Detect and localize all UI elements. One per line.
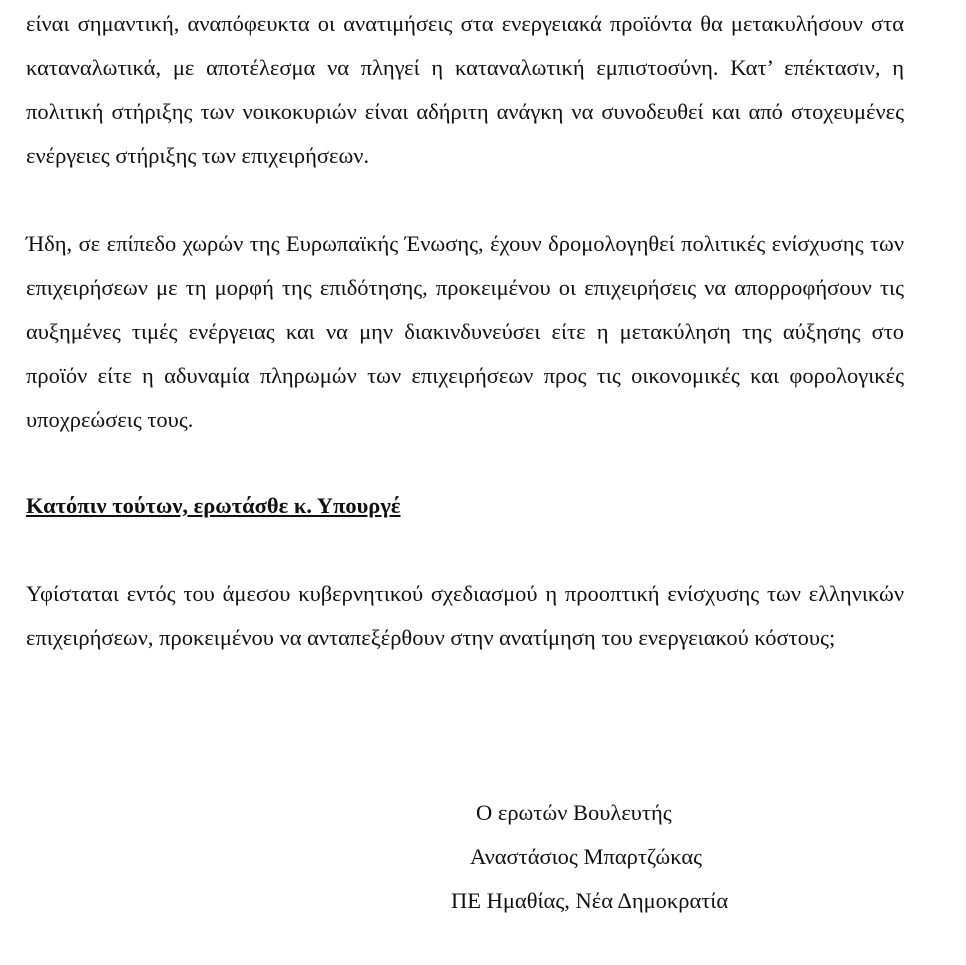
signature-constituency: ΠΕ Ημαθίας, Νέα Δημοκρατία	[451, 888, 729, 913]
signature-role: Ο ερωτών Βουλευτής	[476, 800, 672, 825]
question-heading: Κατόπιν τούτων, ερωτάσθε κ. Υπουργέ	[26, 493, 401, 518]
question-text: Υφίσταται εντός του άμεσου κυβερνητικού σχεδιασμού η προοπτική ενίσχυσης των ελληνικών επιχειρήσεων, προκειμένου να ανταπεξέρθουν στην ανατίμηση του ενεργειακού κόστους;	[26, 581, 904, 650]
paragraph-eu-policies: Ήδη, σε επίπεδο χωρών της Ευρωπαϊκής Ένωσης, έχουν δρομολογηθεί πολιτικές ενίσχυσης των επιχειρήσεων με τη μορφή της επιδότησης, προκειμένου οι επιχειρήσεις να απορροφήσουν τις αυξημένες τιμές ενέργειας και να μην διακινδυνεύσει είτε η μετακύληση της αύξησης στο προϊόν είτε η αδυναμία πληρωμών των επιχειρήσεων προς τις οικονομικές και φορολογικές υποχρεώσεις τους.	[26, 231, 904, 432]
signature-name: Αναστάσιος Μπαρτζώκας	[470, 844, 703, 869]
paragraph-energy-costs: είναι σημαντική, αναπόφευκτα οι ανατιμήσεις στα ενεργειακά προϊόντα θα μετακυλήσουν στα καταναλωτικά, με αποτέλεσμα να πληγεί η καταναλωτική εμπιστοσύνη. Κατ’ επέκτασιν, η πολιτική στήριξης των νοικοκυριών είναι αδήριτη ανάγκη να συνοδευθεί και από στοχευμένες ενέργειες στήριξης των επιχειρήσεων.	[26, 11, 904, 168]
